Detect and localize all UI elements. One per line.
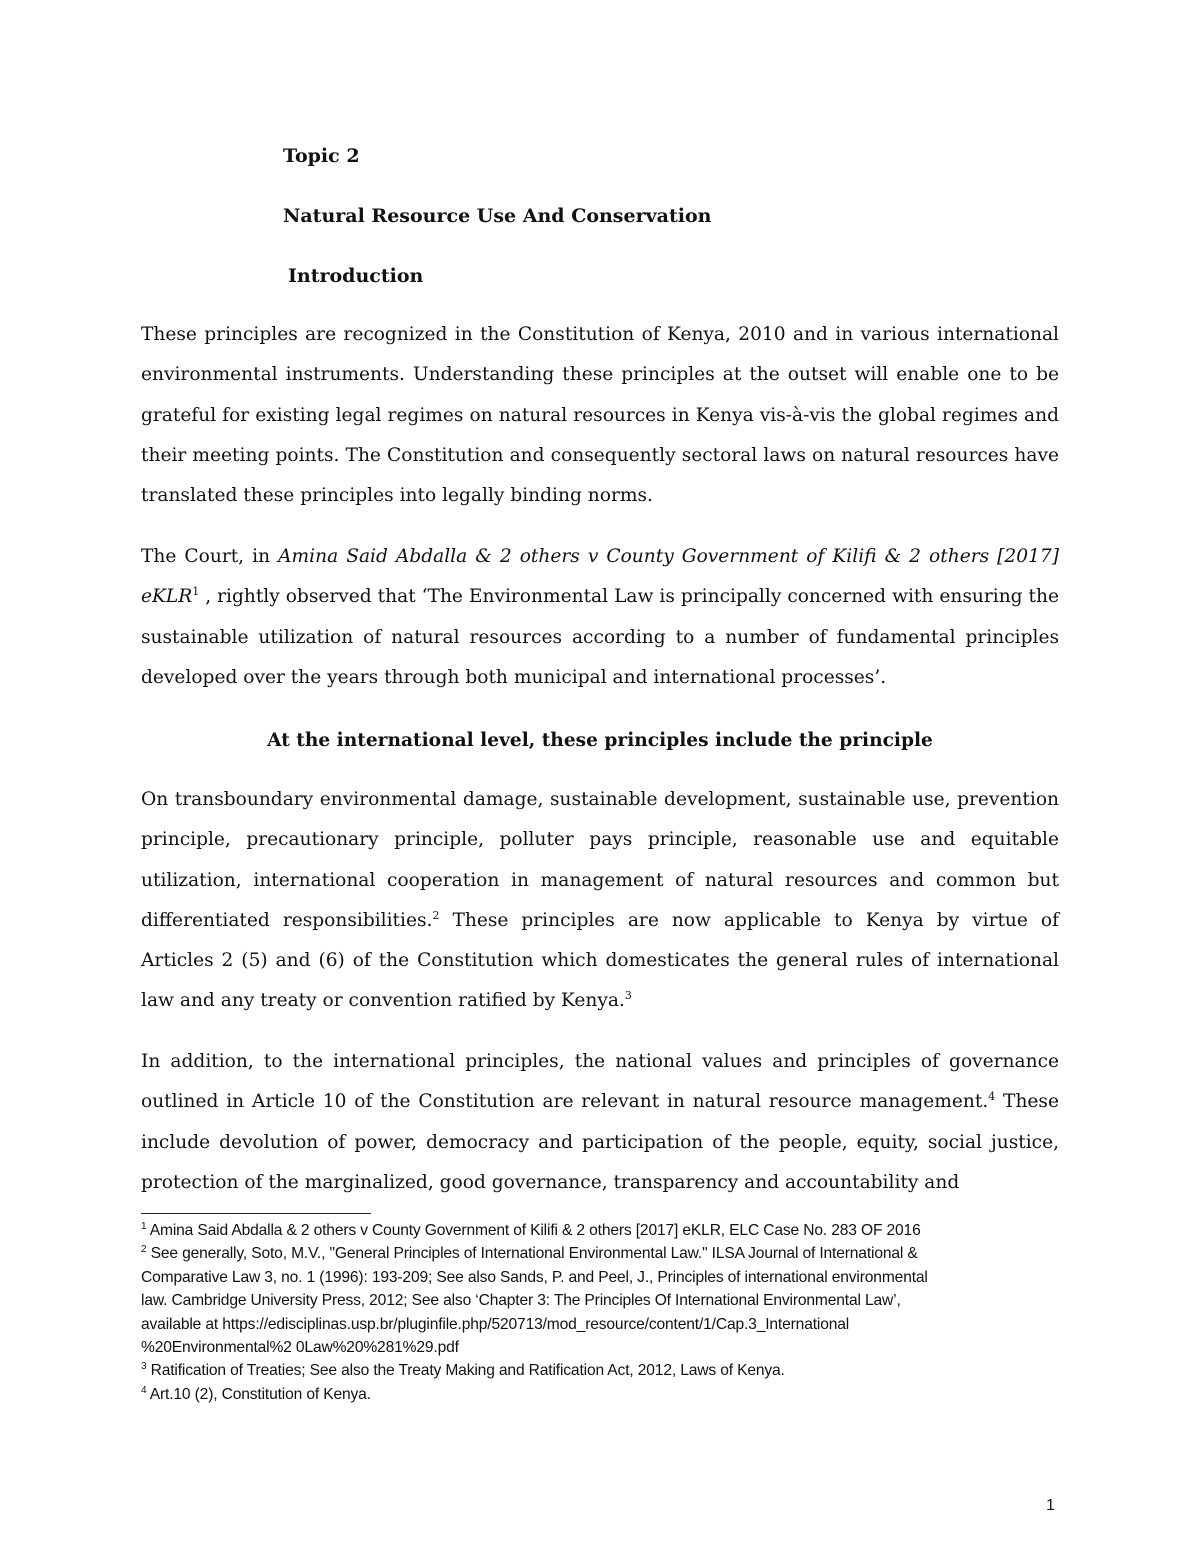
footnotes — [141, 1219, 1081, 1406]
footnote-4-line — [141, 1383, 1081, 1406]
footnote-2-url-line-2[interactable]: %20Environmental%2 0Law%20%281%29.pdf — [141, 1339, 459, 1357]
footnote-ref-1[interactable]: 1 — [192, 585, 200, 599]
paragraph-national-values — [141, 1042, 1059, 1203]
footnote-4-text: Art.10 (2), Constitution of Kenya. — [149, 1385, 371, 1403]
international-level-heading: At the international level, these principles include the principle — [267, 730, 933, 751]
footnote-3-number: 3 — [141, 1361, 147, 1373]
paragraph-international-principles — [141, 780, 1059, 1022]
footnote-ref-2[interactable]: 2 — [432, 908, 440, 922]
paragraph-international-part1: On transboundary environmental damage, sustainable development, sustainable use, prevention principle, precautionary principle, polluter pays principle, reasonable use and equitable utilization, international cooperation in management of natural resources and common but differentiated responsibilities. — [141, 789, 1059, 931]
footnote-4-number: 4 — [141, 1384, 147, 1396]
topic-heading: Topic 2 — [283, 145, 360, 167]
paragraph-court — [141, 537, 1059, 698]
footnote-1-line — [141, 1219, 1081, 1242]
footnote-3-text: Ratification of Treaties; See also the Treaty Making and Ratification Act, 2012, Laws of Kenya. — [150, 1362, 785, 1380]
paragraph-court-prefix: The Court, in — [141, 546, 279, 567]
paragraph-national-part1: In addition, to the international principles, the national values and principles of governance outlined in Article 10 of the Constitution are relevant in natural resource management. — [141, 1051, 1059, 1113]
footnote-3-line — [141, 1359, 1081, 1382]
paragraph-intro: These principles are recognized in the Constitution of Kenya, 2010 and in various international environmental instruments. Understanding these principles at the outset will enable one to be grateful for existing legal regimes on natural resources in Kenya vis-à-vis the global regimes and their meeting points. The Constitution and consequently sectoral laws on natural resources have translated these principles into legally binding norms. — [141, 324, 1059, 507]
footnote-4 — [141, 1383, 1081, 1406]
case-citation: Amina Said Abdalla & 2 others v County Government of Kilifi & 2 others [2017] eKLR — [141, 546, 1059, 608]
paragraph-international-part2: These principles are now applicable to Kenya by virtue of Articles 2 (5) and (6) of the Constitution which domesticates the general rules of international law and any treaty or convention ratified by Kenya. — [141, 909, 1059, 1012]
footnote-2 — [141, 1242, 1081, 1359]
paragraph-national-part2: These include devolution of power, democracy and participation of the people, equity, social justice, protection of the marginalized, good governance, transparency and accountability and — [141, 1091, 1059, 1193]
footnote-3 — [141, 1359, 1081, 1382]
footnote-1 — [141, 1219, 1081, 1242]
footnote-1-text: Amina Said Abdalla & 2 others v County Government of Kilifi & 2 others [2017] eKLR, ELC Case No. 283 OF 2016 — [149, 1222, 921, 1239]
footnote-2-line-3: law. Cambridge University Press, 2012; See also ‘Chapter 3: The Principles Of International Environmental Law’, — [141, 1292, 901, 1310]
footnote-2-url-line-1[interactable]: available at https://edisciplinas.usp.br/pluginfile.php/520713/mod_resource/content/1/Cap.3_International — [141, 1315, 850, 1333]
page-number: 1 — [1046, 1497, 1055, 1514]
paragraph-court-suffix: , rightly observed that ‘The Environmental Law is principally concerned with ensuring the sustainable utilization of natural resources according to a number of fundamental principles developed over the years through both municipal and international processes’. — [141, 586, 1059, 688]
footnote-2-number: 2 — [141, 1244, 147, 1256]
footnote-ref-4[interactable]: 4 — [988, 1090, 996, 1104]
footnote-2-line-1 — [141, 1242, 1081, 1265]
footnote-1-number: 1 — [141, 1220, 147, 1232]
footnote-ref-3[interactable]: 3 — [624, 989, 632, 1003]
introduction-heading: Introduction — [288, 265, 424, 287]
document-title: Natural Resource Use And Conservation — [283, 205, 712, 227]
footnote-separator — [141, 1213, 371, 1214]
footnote-2-line-2: Comparative Law 3, no. 1 (1996): 193-209; See also Sands, P. and Peel, J., Principles of international environmental — [141, 1268, 928, 1286]
footnote-2-text-1: See generally, Soto, M.V., "General Principles of International Environmental Law." ILSA Journal of International & — [150, 1245, 918, 1263]
